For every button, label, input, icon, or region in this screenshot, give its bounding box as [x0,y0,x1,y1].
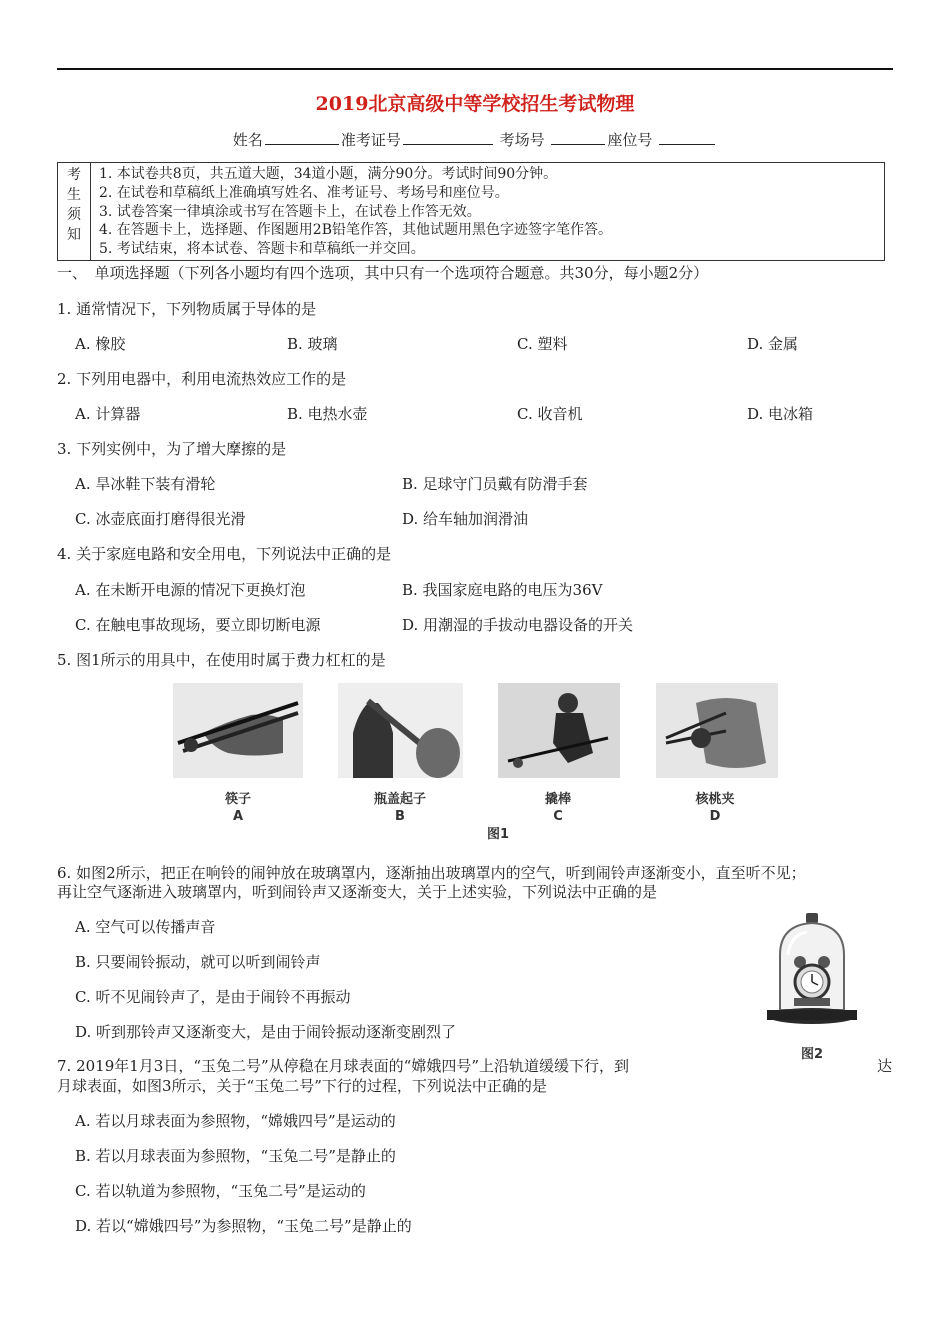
q4-option-c[interactable]: C. 在触电事故现场，要立即切断电源 [75,616,321,634]
ticket-label: 准考证号 [340,131,401,149]
notice-header-char: 知 [67,227,81,243]
question-7-stem-line2: 月球表面，如图3所示，关于“玉兔二号”下行的过程，下列说法中正确的是 [57,1077,547,1095]
q1-option-a[interactable]: A. 橡胶 [75,335,126,353]
question-4-stem: 4. 关于家庭电路和安全用电，下列说法中正确的是 [57,545,392,563]
ticket-blank[interactable] [403,130,493,145]
crowbar-illustration [498,683,620,778]
q7-option-a[interactable]: A. 若以月球表面为参照物，“嫦娥四号”是运动的 [75,1112,396,1130]
q7-option-d[interactable]: D. 若以“嫦娥四号”为参照物，“玉兔二号”是静止的 [75,1217,412,1235]
figure1-chopsticks-image [173,683,303,778]
candidate-notice-box [57,162,885,261]
q1-option-d[interactable]: D. 金属 [747,335,799,353]
q4-option-d[interactable]: D. 用潮湿的手拔动电器设备的开关 [402,616,634,634]
question-7-stem-line1-end: 达 [877,1057,893,1075]
figure1-label-a-letter: A [232,809,244,824]
page-title: 2019北京高级中等学校招生考试物理 [315,93,635,115]
figure2-bell-jar-image [762,910,862,1040]
notice-item: 1. 本试卷共8页，共五道大题，34道小题，满分90分。考试时间90分钟。 [99,166,558,182]
figure1-label-b-letter: B [395,809,405,824]
figure1-caption: 图1 [486,827,510,842]
figure1-label-d-name: 核桃夹 [695,792,735,807]
question-6-stem-line2: 再让空气逐渐进入玻璃罩内，听到闹铃声又逐渐变大，关于上述实验，下列说法中正确的是 [57,883,658,901]
q1-option-b[interactable]: B. 玻璃 [287,335,338,353]
room-blank[interactable] [551,130,605,145]
q6-option-d[interactable]: D. 听到那铃声又逐渐变大，是由于闹铃振动逐渐变剧烈了 [75,1023,457,1041]
section-heading: 一、 单项选择题（下列各小题均有四个选项，其中只有一个选项符合题意。共30分，每小题2分） [57,264,709,282]
figure1-bottle-opener-image [338,683,463,778]
figure1-label-c-name: 撬棒 [544,792,571,807]
q2-option-d[interactable]: D. 电冰箱 [747,405,814,423]
nutcracker-illustration [656,683,778,778]
question-5-stem: 5. 图1所示的用具中，在使用时属于费力杠杠的是 [57,651,386,669]
q7-option-b[interactable]: B. 若以月球表面为参照物，“玉兔二号”是静止的 [75,1147,396,1165]
figure1-label-d-letter: D [709,809,721,824]
question-3-stem: 3. 下列实例中，为了增大摩擦的是 [57,440,287,458]
question-2-stem: 2. 下列用电器中，利用电流热效应工作的是 [57,370,347,388]
notice-header-char: 须 [67,207,81,223]
notice-item: 3. 试卷答案一律填涂或书写在答题卡上，在试卷上作答无效。 [99,203,481,220]
notice-list [99,165,612,259]
q4-option-a[interactable]: A. 在未断开电源的情况下更换灯泡 [75,581,306,599]
q3-option-d[interactable]: D. 给车轴加润滑油 [402,510,529,528]
seat-blank[interactable] [659,130,715,145]
figure1-nutcracker-image [656,683,778,778]
question-6-stem-line1: 6. 如图2所示，把正在响铃的闹钟放在玻璃罩内，逐渐抽出玻璃罩内的空气，听到闹铃声逐渐变小，直至听不见； [57,864,806,882]
q2-option-a[interactable]: A. 计算器 [75,405,141,423]
bottle-opener-illustration [338,683,463,778]
notice-item: 4. 在答题卡上，选择题、作图题用2B铅笔作答，其他试题用黑色字迹签字笔作答。 [99,222,613,239]
q2-option-b[interactable]: B. 电热水壶 [287,405,368,423]
figure1-crowbar-image [498,683,620,778]
room-label: 考场号 [499,131,545,149]
figure1-label-b-name: 瓶盖起子 [373,792,426,807]
notice-header [58,163,91,260]
seat-label: 座位号 [607,131,653,149]
bell-jar-illustration [762,910,862,1040]
q2-option-c[interactable]: C. 收音机 [517,405,583,423]
figure1-label-a-name: 筷子 [224,792,251,807]
q3-option-c[interactable]: C. 冰壶底面打磨得很光滑 [75,510,246,528]
question-1-stem: 1. 通常情况下，下列物质属于导体的是 [57,300,317,318]
top-rule [57,68,893,70]
q3-option-a[interactable]: A. 旱冰鞋下装有滑轮 [75,475,216,493]
question-7-stem-line1: 7. 2019年1月3日，“玉兔二号”从停稳在月球表面的“嫦娥四号”上沿轨道缓缓下行，到 [57,1057,630,1075]
notice-item: 2. 在试卷和草稿纸上准确填写姓名、准考证号、考场号和座位号。 [99,184,509,201]
chopsticks-illustration [173,683,303,778]
q4-option-b[interactable]: B. 我国家庭电路的电压为36V [402,581,603,599]
q6-option-a[interactable]: A. 空气可以传播声音 [75,918,216,936]
figure1-label-c-letter: C [553,809,563,824]
candidate-info-line [0,129,950,150]
name-blank[interactable] [265,130,339,145]
q6-option-b[interactable]: B. 只要闹铃振动，就可以听到闹铃声 [75,953,321,971]
figure2-caption: 图2 [800,1047,824,1062]
notice-header-char: 生 [67,187,81,203]
q3-option-b[interactable]: B. 足球守门员戴有防滑手套 [402,475,588,493]
name-label: 姓名 [232,131,263,149]
q7-option-c[interactable]: C. 若以轨道为参照物，“玉兔二号”是运动的 [75,1182,366,1200]
q1-option-c[interactable]: C. 塑料 [517,335,568,353]
notice-header-char: 考 [67,167,81,183]
notice-item: 5. 考试结束，将本试卷、答题卡和草稿纸一并交回。 [99,241,425,258]
q6-option-c[interactable]: C. 听不见闹铃声了，是由于闹铃不再振动 [75,988,351,1006]
